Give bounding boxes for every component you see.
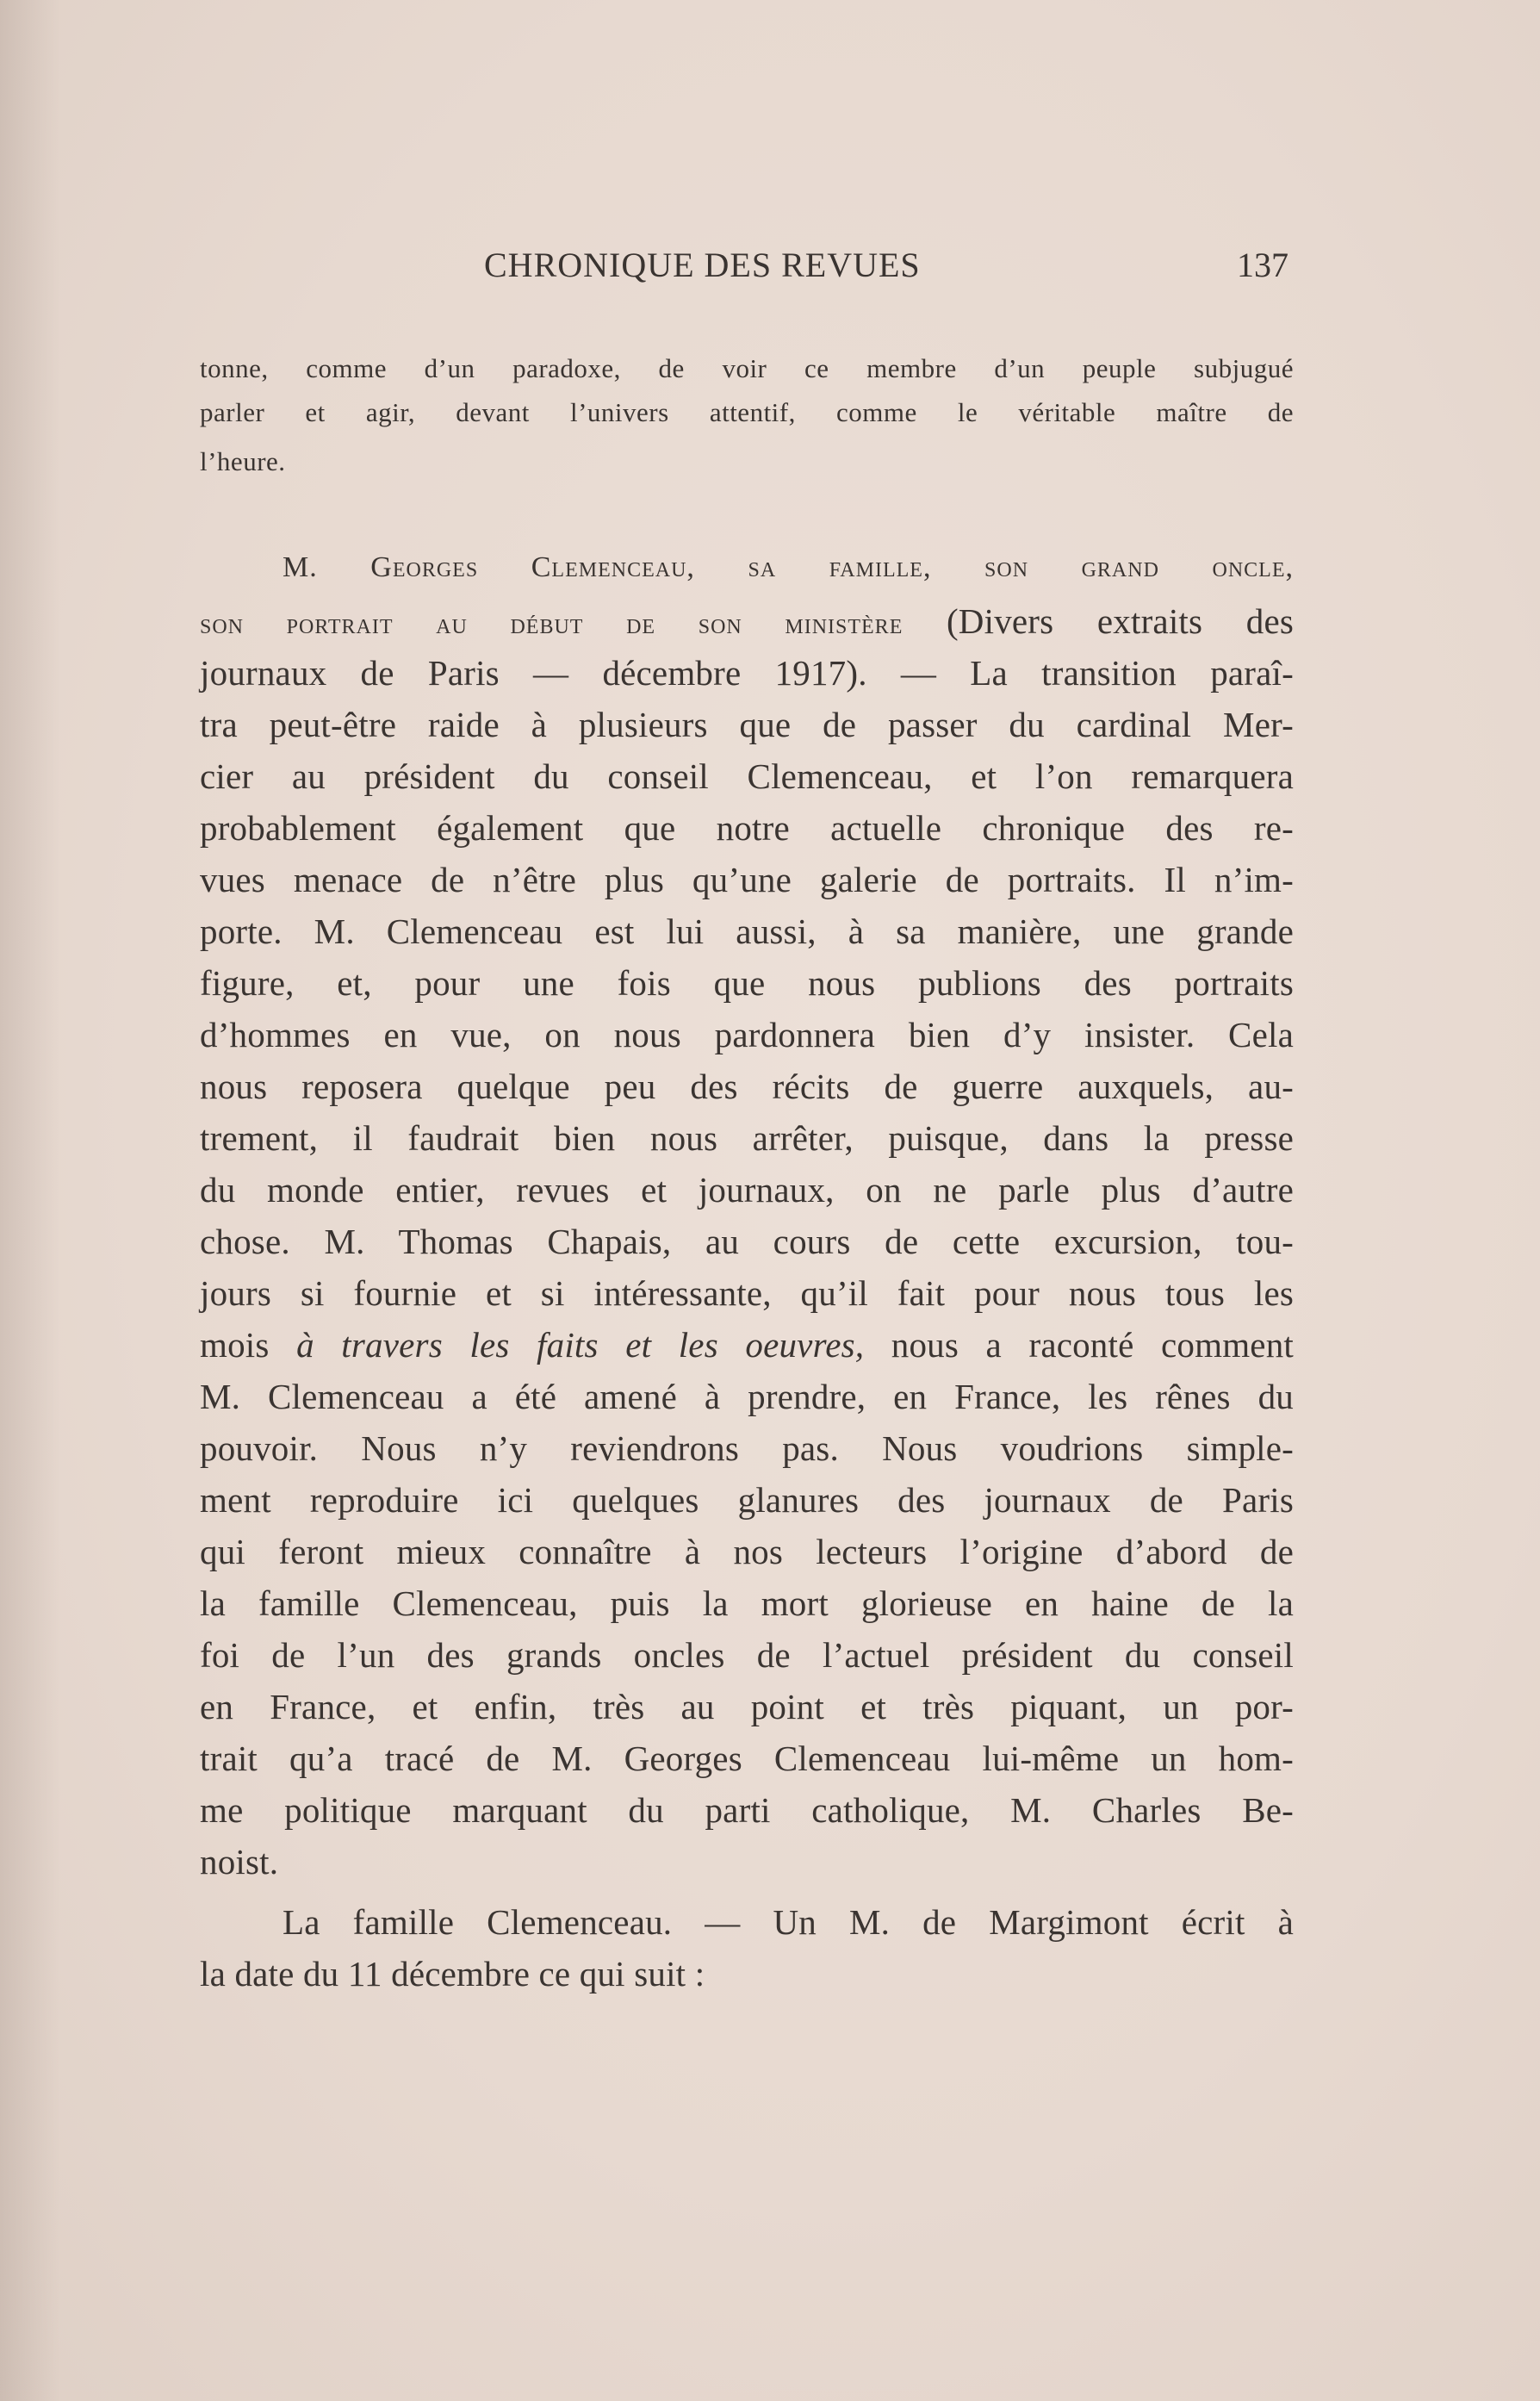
section-heading-caps-1: M. Georges Clemenceau, sa famille, son grand oncle,	[283, 551, 1294, 583]
body-line: M. Clemenceau a été amené à prendre, en France, les rênes du	[200, 1377, 1294, 1416]
closing-line-1: La famille Clemenceau. — Un M. de Margimont écrit à	[283, 1902, 1294, 1942]
body-line: probablement également que notre actuelle chronique des re-	[200, 808, 1294, 848]
body-line: vues menace de n’être plus qu’une galerie de portraits. Il n’im-	[200, 860, 1294, 899]
running-head	[0, 245, 1540, 296]
body-line: jours si fournie et si intéressante, qu’il fait pour nous tous les	[200, 1273, 1294, 1313]
body-line: trement, il faudrait bien nous arrêter, puisque, dans la presse	[200, 1118, 1294, 1158]
body-line: tra peut-être raide à plusieurs que de passer du cardinal Mer-	[200, 705, 1294, 744]
section-heading-caps-2: son portrait au début de son ministère	[200, 608, 904, 640]
body-line: porte. M. Clemenceau est lui aussi, à sa manière, une grande	[200, 911, 1294, 951]
body-line: noist.	[200, 1842, 279, 1882]
section-heading-line-2	[200, 600, 1294, 642]
body-line: du monde entier, revues et journaux, on ne parle plus d’autre	[200, 1170, 1294, 1210]
body-line: pouvoir. Nous n’y reviendrons pas. Nous voudrions simple-	[200, 1428, 1294, 1468]
body-line: me politique marquant du parti catholique, M. Charles Be-	[200, 1790, 1294, 1830]
body-line: foi de l’un des grands oncles de l’actuel président du conseil	[200, 1635, 1294, 1675]
spine-shadow	[0, 0, 60, 2401]
section-heading-line-1	[283, 551, 1294, 584]
body-line: la famille Clemenceau, puis la mort glorieuse en haine de la	[200, 1583, 1294, 1623]
intro-line-3: l’heure.	[200, 446, 286, 476]
body-line: cier au président du conseil Clemenceau, et l’on remarquera	[200, 756, 1294, 796]
section-heading-rest: (Divers extraits des	[903, 601, 1294, 641]
body-line: nous reposera quelque peu des récits de guerre auxquels, au-	[200, 1067, 1294, 1106]
page-number: 137	[1237, 246, 1289, 284]
body-line: en France, et enfin, très au point et très piquant, un por-	[200, 1687, 1294, 1726]
body-line: ment reproduire ici quelques glanures des journaux de Paris	[200, 1480, 1294, 1520]
body-line: chose. M. Thomas Chapais, au cours de cette excursion, tou-	[200, 1222, 1294, 1261]
running-title: CHRONIQUE DES REVUES	[484, 246, 921, 284]
body-line: figure, et, pour une fois que nous publions des portraits	[200, 963, 1294, 1003]
italic-line-post: nous a raconté comment	[864, 1325, 1294, 1365]
body-line: trait qu’a tracé de M. Georges Clemenceau lui-même un hom-	[200, 1739, 1294, 1778]
closing-line-2: la date du 11 décembre ce qui suit :	[200, 1954, 705, 1994]
body-line: qui feront mieux connaître à nos lecteurs l’origine d’abord de	[200, 1532, 1294, 1571]
body-line-with-italic	[200, 1324, 1294, 1365]
body-line: journaux de Paris — décembre 1917). — La transition paraî-	[200, 653, 1294, 693]
italic-line-pre: mois	[200, 1325, 297, 1365]
intro-line-2: parler et agir, devant l’univers attentif, comme le véritable maître de	[200, 397, 1294, 427]
body-line: d’hommes en vue, on nous pardonnera bien d’y insister. Cela	[200, 1015, 1294, 1054]
intro-line-1: tonne, comme d’un paradoxe, de voir ce membre d’un peuple subjugué	[200, 353, 1294, 383]
italic-title: à travers les faits et les oeuvres,	[296, 1325, 865, 1365]
